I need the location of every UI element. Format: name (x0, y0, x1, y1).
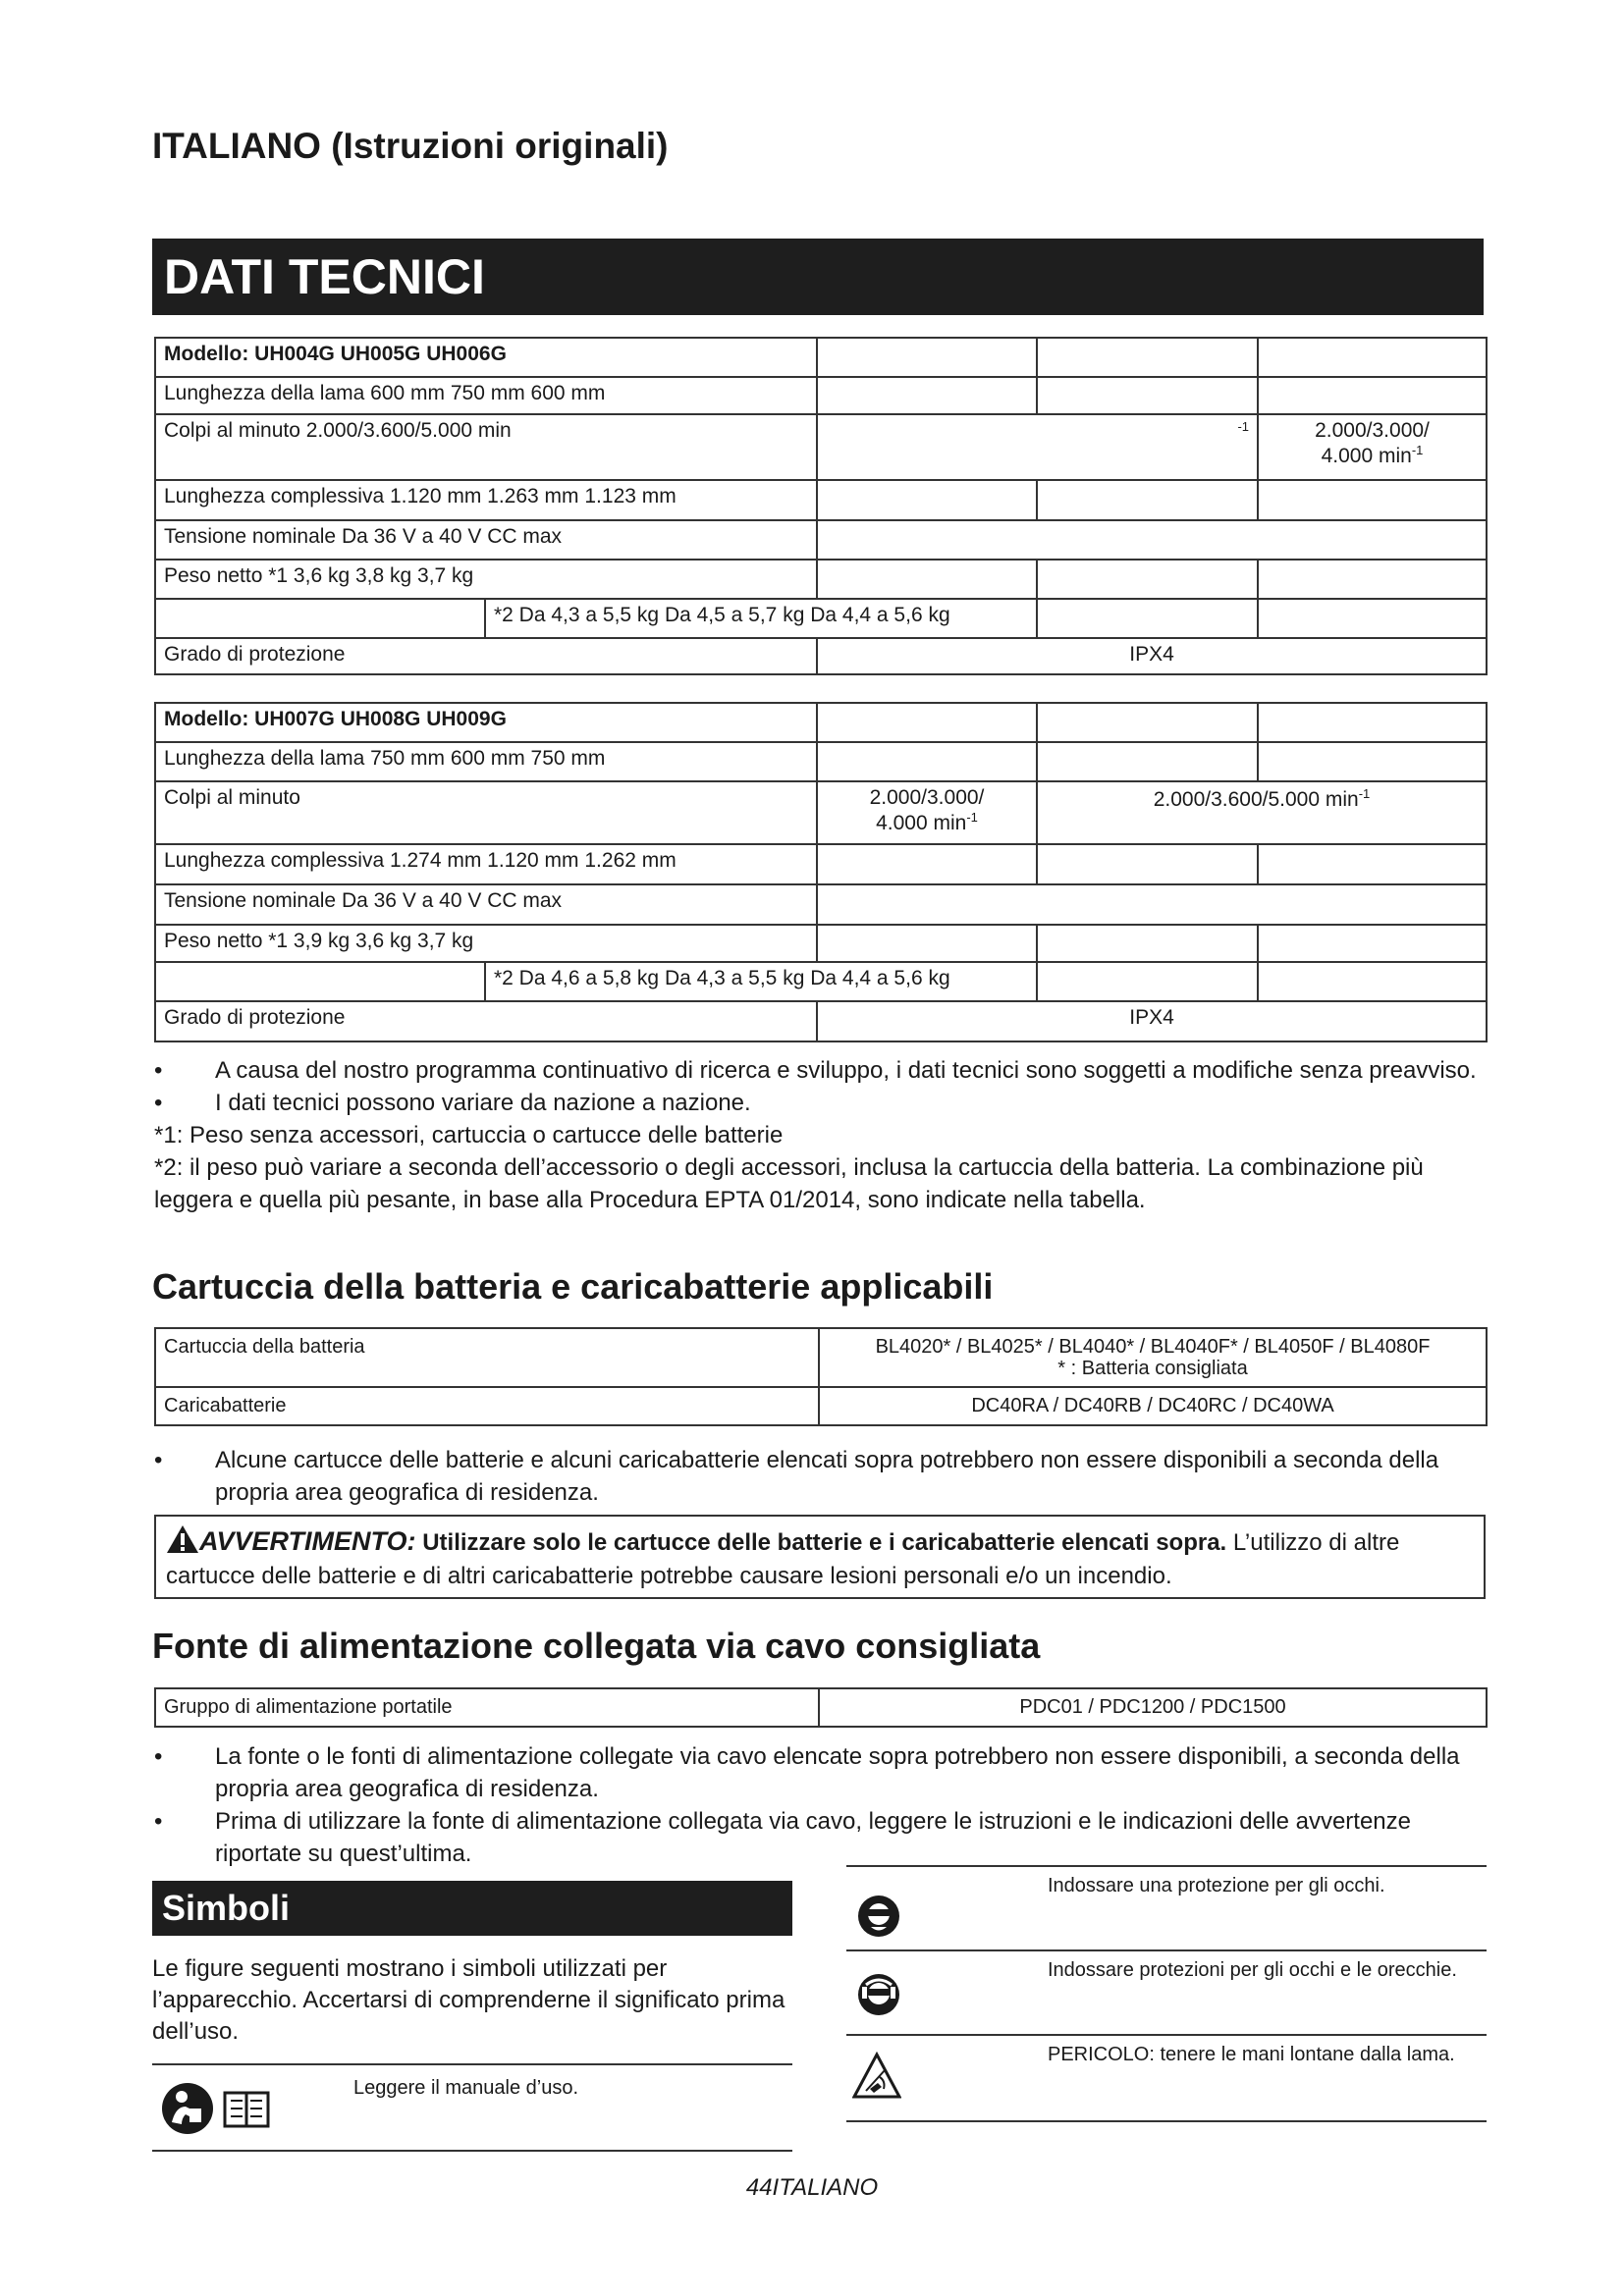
battery-note: * : Batteria consigliata (1057, 1358, 1248, 1379)
strokes-label: Colpi al minuto (155, 781, 817, 844)
charger-label: Caricabatterie (155, 1387, 819, 1425)
page-footer: 44ITALIANO (745, 2174, 879, 2201)
strokes-row: Colpi al minuto 2.000/3.600/5.000 min (155, 414, 817, 480)
strokes-last-line1: 2.000/3.000/ (1315, 419, 1430, 442)
eye-ear-protection-icon (857, 1973, 900, 2016)
battery-label: Cartuccia della batteria (155, 1328, 819, 1387)
dati-tecnici-notes (154, 1054, 1486, 1216)
battery-table (154, 1327, 1488, 1426)
battery-heading: Cartuccia della batteria e caricabatterie applicabili (152, 1266, 994, 1307)
overall-length-row: Lunghezza complessiva 1.274 mm 1.120 mm 1.262 mm (155, 844, 817, 884)
warning-rest: L’utilizzo di altre cartucce delle batterie e di altri caricabatterie potrebbe causare lesioni personali e/o un incendio. (166, 1529, 1400, 1589)
battery-bullet: • Alcune cartucce delle batterie e alcuni caricabatterie elencati sopra potrebbero non essere disponibili a seconda della propria area geografica di residenza. (154, 1444, 1486, 1509)
weight-row-2: *2 Da 4,3 a 5,5 kg Da 4,5 a 5,7 kg Da 4,4 a 5,6 kg (485, 599, 1037, 638)
footnote-2: *2: il peso può variare a seconda dell’accessorio o degli accessori, inclusa la cartuccia della batteria. La combinazione più leggera e quella più pesante, in base alla Procedura EPTA 01/2014, sono indicate nella tabella. (154, 1154, 1424, 1213)
danger-blade-icon (852, 2052, 901, 2101)
symbol-row-read-manual (152, 2063, 792, 2152)
page-language-title: ITALIANO (Istruzioni originali) (152, 126, 669, 166)
eye-ear-protection-text: Indossare protezioni per gli occhi e le orecchie. (1048, 1959, 1457, 1981)
specs-table-1: Modello: UH004G UH005G UH006G Lunghezza della lama 600 mm 750 mm 600 mm Colpi al minuto 2.000/3.600/5.000 min $^{-1}$ 2.000/3.000/ 4.000 $\min^{-1}$ Lunghezza complessiva 1.120 mm 1.263 mm 1.123 mm Tensione nominale Da 36 V a 40 V CC max Peso netto *1 3,6 kg 3,8 kg 3,7 kg *2 Da 4,3 a 5,5 kg Da 4,5 a 5,7 kg Da 4,4 a 5,6 kg Grado di protezione IPX4 (154, 337, 1488, 675)
power-source-label: Gruppo di alimentazione portatile (155, 1688, 819, 1727)
dati-tecnici-banner: DATI TECNICI (152, 239, 1484, 315)
weight-row-1: Peso netto *1 3,6 kg 3,8 kg 3,7 kg (155, 560, 817, 599)
battery-models: BL4020* / BL4025* / BL4040* / BL4040F* / BL4050F / BL4080F (875, 1336, 1431, 1358)
symbol-row-eye-ear (846, 1949, 1487, 2036)
symbol-row-danger (846, 2034, 1487, 2122)
weight-row-2: *2 Da 4,6 a 5,8 kg Da 4,3 a 5,5 kg Da 4,4 a 5,6 kg (485, 962, 1037, 1001)
power-source-heading: Fonte di alimentazione collegata via cavo consigliata (152, 1626, 1041, 1666)
blade-length-row: Lunghezza della lama 750 mm 600 mm 750 mm (155, 742, 817, 781)
footnote-1: *1: Peso senza accessori, cartuccia o cartucce delle batterie (154, 1122, 784, 1148)
overall-length-row: Lunghezza complessiva 1.120 mm 1.263 mm 1.123 mm (155, 480, 817, 520)
read-manual-text: Leggere il manuale d’uso. (353, 2077, 579, 2099)
read-manual-icon (160, 2079, 278, 2138)
strokes-exponent: -1 (1237, 419, 1249, 434)
warning-box (154, 1515, 1486, 1599)
power-bullet: • La fonte o le fonti di alimentazione collegate via cavo elencate sopra potrebbero non essere disponibili, a seconda della propria area geografica di residenza. (154, 1740, 1486, 1805)
charger-models: DC40RA / DC40RB / DC40RC / DC40WA (819, 1387, 1487, 1425)
model-row: Modello: UH007G UH008G UH009G (155, 703, 817, 742)
warning-triangle-icon (166, 1524, 199, 1554)
power-source-models: PDC01 / PDC1200 / PDC1500 (819, 1688, 1487, 1727)
model-row: Modello: UH004G UH005G UH006G (155, 338, 817, 377)
eye-protection-icon (857, 1895, 900, 1938)
power-source-bullets (154, 1740, 1486, 1870)
spec-bullet: • A causa del nostro programma continuativo di ricerca e sviluppo, i dati tecnici sono soggetti a modifiche senza preavviso. (154, 1054, 1486, 1087)
spec-bullet: • I dati tecnici possono variare da nazione a nazione. (154, 1087, 1486, 1119)
strokes-last-line2: 4.000 min (1321, 445, 1412, 467)
simboli-banner: Simboli (152, 1881, 792, 1936)
eye-protection-text: Indossare una protezione per gli occhi. (1048, 1875, 1385, 1896)
strokes-first-line1: 2.000/3.000/ (869, 786, 985, 809)
weight-row-1: Peso netto *1 3,9 kg 3,6 kg 3,7 kg (155, 925, 817, 962)
specs-table-2: Modello: UH007G UH008G UH009G Lunghezza della lama 750 mm 600 mm 750 mm Colpi al minuto 2.000/3.000/ 4.000 $\min^{-1}$ 2.000/3.600/5.000 $\min^{-1}$ Lunghezza complessiva 1.274 mm 1.120 mm 1.262 mm Tensione nominale Da 36 V a 40 V CC max Peso netto *1 3,9 kg 3,6 kg 3,7 kg *2 Da 4,6 a 5,8 kg Da 4,3 a 5,5 kg Da 4,4 a 5,6 kg Grado di protezione IPX4 (154, 702, 1488, 1042)
protection-value: IPX4 (817, 638, 1487, 674)
power-bullet: • Prima di utilizzare la fonte di alimentazione collegata via cavo, leggere le istruzioni e le indicazioni delle avvertenze riportate su quest’ultima. (154, 1805, 1486, 1870)
power-source-table (154, 1687, 1488, 1728)
warning-bold: Utilizzare solo le cartucce delle batterie e i caricabatterie elencati sopra. (422, 1529, 1227, 1556)
danger-blade-text: PERICOLO: tenere le mani lontane dalla lama. (1048, 2044, 1455, 2065)
symbols-intro: Le figure seguenti mostrano i simboli utilizzati per l’apparecchio. Accertarsi di comprenderne il significato prima dell’uso. (152, 1955, 785, 2045)
protection-label: Grado di protezione (155, 1001, 817, 1041)
symbol-row-eye (846, 1865, 1487, 1951)
battery-bullets (154, 1444, 1486, 1509)
strokes-first-line2: 4.000 min (876, 812, 967, 834)
protection-value: IPX4 (817, 1001, 1487, 1041)
protection-label: Grado di protezione (155, 638, 817, 674)
warning-lead: AVVERTIMENTO: (199, 1526, 416, 1556)
voltage-row: Tensione nominale Da 36 V a 40 V CC max (155, 884, 817, 925)
voltage-row: Tensione nominale Da 36 V a 40 V CC max (155, 520, 817, 560)
blade-length-row: Lunghezza della lama 600 mm 750 mm 600 mm (155, 377, 817, 414)
strokes-rest: 2.000/3.600/5.000 min (1153, 788, 1359, 811)
